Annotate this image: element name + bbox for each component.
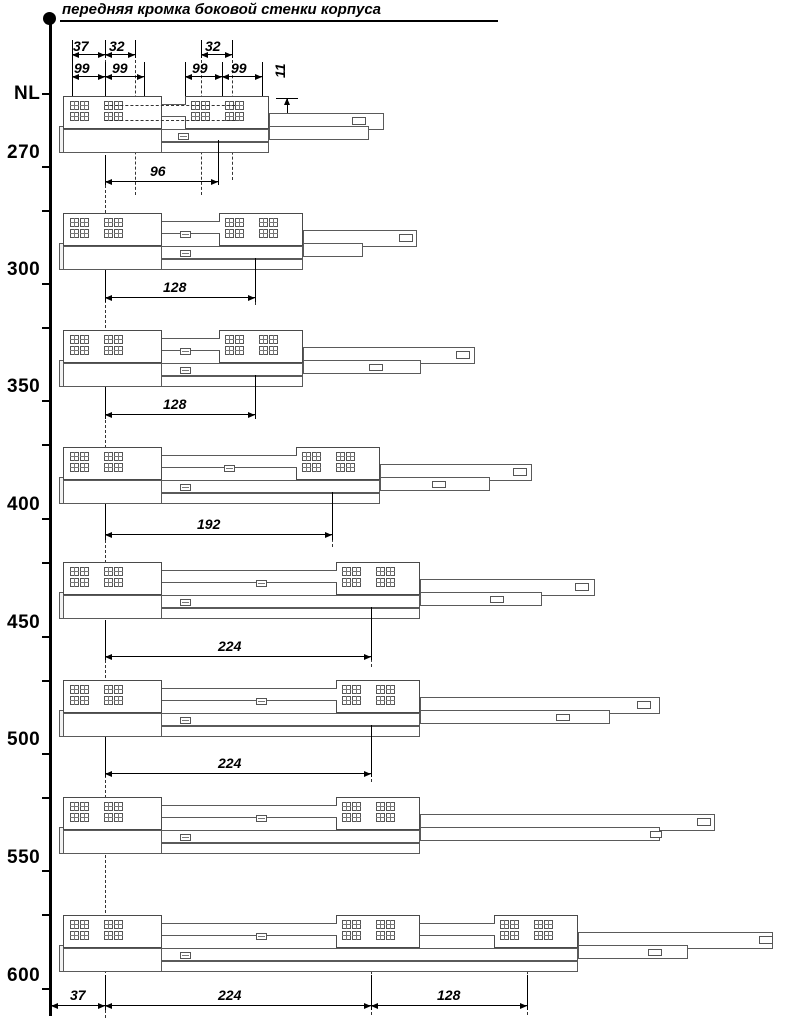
rail-tab <box>556 714 570 721</box>
dim-line-192 <box>105 534 332 535</box>
base-rail <box>161 493 380 504</box>
slide-rail-inner <box>420 710 610 724</box>
dim-ext <box>255 375 256 419</box>
dim-line-99-c <box>185 76 222 77</box>
rail-tab <box>575 583 589 591</box>
base-rail <box>161 843 420 854</box>
axis-tick <box>42 680 52 682</box>
rail-tab <box>456 351 470 359</box>
rail-tab <box>513 468 527 476</box>
axis-tick <box>42 93 52 95</box>
slide-rail-mid <box>161 713 420 726</box>
base-rail <box>161 142 269 153</box>
row-label-450: 450 <box>7 612 41 633</box>
rail-slot <box>180 348 191 355</box>
rail-tab <box>650 831 662 838</box>
dim-ext <box>135 40 136 58</box>
dim-label-192: 192 <box>197 516 221 532</box>
row-label-500: 500 <box>7 729 41 750</box>
rail-tab <box>648 949 662 956</box>
rail-tab <box>352 117 366 125</box>
rail-tab <box>490 596 504 603</box>
rail-slot <box>180 952 191 959</box>
axis-tick <box>42 327 52 329</box>
dim-line-32-a <box>105 54 135 55</box>
axis-tick <box>42 166 52 168</box>
dim-line-99-b <box>105 76 144 77</box>
dim-ext <box>144 62 145 96</box>
rail-segment <box>420 923 495 936</box>
base-rail <box>161 961 578 972</box>
dim-ext <box>255 258 256 302</box>
dim-label-99-a: 99 <box>74 60 90 76</box>
dim-line-96 <box>105 181 218 182</box>
dim-label-128-bottom: 128 <box>437 987 461 1003</box>
dim-line-224-a <box>105 656 371 657</box>
axis-tick <box>42 914 52 916</box>
row-label-600: 600 <box>7 965 41 986</box>
dim-ext <box>332 492 333 540</box>
rail-slot <box>256 580 267 587</box>
base-plate <box>63 830 162 854</box>
base-plate <box>63 129 162 153</box>
base-plate <box>63 363 162 387</box>
slide-rail-mid <box>161 948 578 961</box>
row-label-550: 550 <box>7 847 41 868</box>
dim-ext <box>262 62 263 96</box>
dim-line-99-d <box>222 76 262 77</box>
nl-axis-label: NL <box>14 83 41 104</box>
base-plate <box>63 713 162 737</box>
rail-segment <box>162 688 337 701</box>
rail-segment <box>162 805 337 818</box>
header-caption: передняя кромка боковой стенки корпуса <box>62 1 382 18</box>
axis-tick <box>42 636 52 638</box>
rail-segment <box>162 221 220 234</box>
axis-tick <box>42 797 52 799</box>
row-label-350: 350 <box>7 376 41 397</box>
rail-slot <box>256 698 267 705</box>
axis-tick <box>42 562 52 564</box>
slide-rail-inner <box>303 360 421 374</box>
dim-label-224-b: 224 <box>218 755 242 771</box>
axis-tick <box>42 400 52 402</box>
dim-arrow-11-up <box>284 98 290 105</box>
dim-line-224-bottom <box>105 1005 371 1006</box>
dim-line-37-top <box>72 54 105 55</box>
rail-slot <box>180 250 191 257</box>
dim-label-96: 96 <box>150 163 166 179</box>
base-plate <box>63 246 162 270</box>
dim-line-128-a <box>105 297 255 298</box>
dim-label-32-a: 32 <box>109 38 125 54</box>
base-rail <box>161 608 420 619</box>
header-underline <box>60 20 498 22</box>
dim-line-224-b <box>105 773 371 774</box>
slide-rail-inner <box>420 827 660 841</box>
dim-ext <box>371 725 372 777</box>
rail-tab <box>432 481 446 488</box>
rail-segment <box>162 570 337 583</box>
dim-label-99-b: 99 <box>112 60 128 76</box>
dim-ext <box>371 607 372 660</box>
dim-label-224-bottom: 224 <box>218 987 242 1003</box>
rail-segment <box>162 923 337 936</box>
axis-tick <box>42 283 52 285</box>
rail-slot <box>180 717 191 724</box>
row-label-300: 300 <box>7 259 41 280</box>
dim-line-128-b <box>105 414 255 415</box>
axis-tick <box>42 753 52 755</box>
base-rail <box>161 726 420 737</box>
base-plate <box>63 480 162 504</box>
dim-label-128-b: 128 <box>163 396 187 412</box>
slide-rail-mid <box>161 595 420 608</box>
rail-slot <box>180 231 191 238</box>
rail-tab <box>369 364 383 371</box>
rail-slot <box>180 484 191 491</box>
rail-slot <box>256 815 267 822</box>
base-plate <box>63 948 162 972</box>
rail-segment <box>162 338 220 351</box>
dim-label-32-b: 32 <box>205 38 221 54</box>
slide-rail-inner <box>420 592 542 606</box>
dim-line-37-bottom <box>51 1005 105 1006</box>
rail-tab <box>637 701 651 709</box>
axis-tick <box>42 870 52 872</box>
dim-label-11: 11 <box>272 63 288 78</box>
dim-label-37-top: 37 <box>73 38 89 54</box>
dim-line-99-a <box>72 76 105 77</box>
rail-tab <box>759 936 773 944</box>
dim-label-128-a: 128 <box>163 279 187 295</box>
slide-rail-mid <box>161 480 380 493</box>
dim-label-224-a: 224 <box>218 638 242 654</box>
rail-slot <box>178 133 189 140</box>
dim-line-128-bottom <box>371 1005 527 1006</box>
rail-tab <box>399 234 413 242</box>
rail-slot <box>180 367 191 374</box>
slide-rail-inner <box>303 243 363 257</box>
base-rail <box>161 259 303 270</box>
vertical-axis <box>49 14 52 1016</box>
dim-label-99-c: 99 <box>192 60 208 76</box>
base-rail <box>161 376 303 387</box>
rail-slot <box>180 834 191 841</box>
construction-hline <box>105 120 235 121</box>
dim-label-37-bottom: 37 <box>70 987 86 1003</box>
rail-slot <box>180 599 191 606</box>
dim-ext <box>527 975 528 1010</box>
dim-ext <box>218 140 219 185</box>
row-label-400: 400 <box>7 494 41 515</box>
slide-rail-mid <box>161 830 420 843</box>
slide-rail-inner <box>578 945 688 959</box>
row-label-270: 270 <box>7 142 41 163</box>
rail-tab <box>697 818 711 826</box>
dim-line-32-b <box>201 54 232 55</box>
base-plate <box>63 595 162 619</box>
dim-label-99-d: 99 <box>231 60 247 76</box>
dim-ext <box>232 40 233 58</box>
construction-hline <box>105 105 235 106</box>
axis-tick <box>42 210 52 212</box>
axis-tick <box>42 518 52 520</box>
slide-rail-inner <box>269 126 369 140</box>
axis-tick <box>42 444 52 446</box>
rail-slot <box>224 465 235 472</box>
rail-slot <box>256 933 267 940</box>
